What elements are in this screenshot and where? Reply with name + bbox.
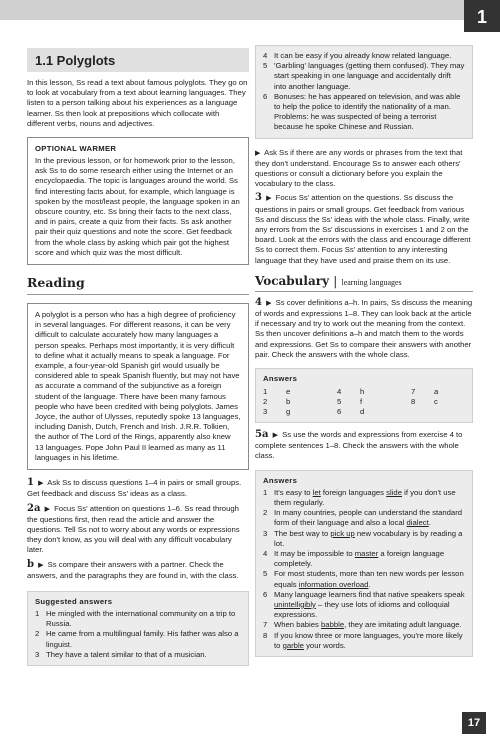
list-item: 2 In many countries, people can understand the standard form of their language and also a local dialect. xyxy=(263,508,463,528)
list-item: 3 The best way to pick up new vocabulary is by reading a lot. xyxy=(263,528,463,548)
table-row: 2 b 5 f 8 c xyxy=(263,397,438,407)
exercise-text: Ss compare their answers with a partner. Check the answers, and the paragraphs they are found in, with the class. xyxy=(27,559,239,580)
exercise-number: 1 xyxy=(27,477,34,489)
section-divider xyxy=(255,291,473,292)
exercise-number: b xyxy=(27,558,34,570)
list-item: 1 He mingled with the international community on a trip to Russia. xyxy=(35,608,236,629)
exercise-number: 4 xyxy=(255,296,262,308)
exercise-text: Ss use the words and expressions from exercise 4 to complete sentences 1–8. Check the answers with the whole class. xyxy=(255,430,463,461)
exercise-3 xyxy=(255,193,473,265)
right-column xyxy=(255,45,473,657)
triangle-icon: ▶ xyxy=(255,149,261,157)
warmer-title: OPTIONAL WARMER xyxy=(35,144,117,154)
top-header-bar xyxy=(0,0,500,20)
answers-box-4 xyxy=(255,368,473,423)
exercise-b xyxy=(27,560,249,581)
answers-title: Answers xyxy=(263,374,298,384)
vocabulary-question-note: ▶ Ask Ss if there are any words or phrases from the text that they don't understand. Encourage Ss to answer each others' questions or consult a dictionary before you explain the vocabulary to the class. xyxy=(255,147,463,189)
triangle-icon: ▶ xyxy=(266,195,272,203)
lesson-intro: In this lesson, Ss read a text about famous polyglots. They go on to look at vocabulary from a text about learning languages. They listen to a person talking about his experiences as a language learner. Ss then look at prepositions which collocate with different verbs, nouns and adjectives. xyxy=(27,78,248,128)
list-item: 6 Bonuses: he has appeared on television, and was able to help the police to identify the nationality of a man. Problems: he was suspected of being a terrorist because he spoke Chinese and Russian. xyxy=(263,91,461,132)
triangle-icon: ▶ xyxy=(38,561,44,569)
table-row: 3 g 6 d xyxy=(263,407,365,417)
suggested-answers-box xyxy=(27,591,249,666)
list-item: 5 'Garbling' languages (getting them confused). They may start speaking in one language and accidentally drift into another language. xyxy=(263,61,465,91)
exercise-5a xyxy=(255,430,473,462)
exercise-text: Ss cover definitions a–h. In pairs, Ss discuss the meaning of words and expressions 1–8. They can look back at the article if necessary and try to work out the meaning from the context. Ss then uncover definitions a–h and match them to the words and expressions. Get Ss to compare their answers with another pair. Check the answers with the whole class. xyxy=(255,297,473,359)
triangle-icon: ▶ xyxy=(272,432,278,440)
triangle-icon: ▶ xyxy=(266,299,272,307)
table-row: 1 e 4 h 7 a xyxy=(263,387,439,397)
vocabulary-subheading: learning languages xyxy=(341,277,402,287)
exercise-number: 5a xyxy=(255,429,269,441)
list-item: 8 If you know three or more languages, you're more likely to garble your words. xyxy=(263,630,463,650)
warmer-text: In the previous lesson, or for homework prior to the lesson, ask Ss to do some research either using the Internet or an encyclopaedia. The topic is languages around the world. Ss find interesting facts about, for example, which language is spoken by the most/least people, the language spoken in an obscure country, etc. Ss bring their facts to the next class, and in pairs, create a quiz from their facts. Ss ask another pair their quiz questions and note the score. Get feedback from the whole class by asking which pair got the highest score and which quiz was the most difficult. xyxy=(35,156,240,257)
list-item: 4 It can be easy if you already know related language. xyxy=(263,51,452,60)
list-item: 2 He came from a multilingual family. His father was also a linguist. xyxy=(35,629,239,649)
section-divider xyxy=(27,294,249,295)
reading-heading: Reading xyxy=(27,275,85,291)
suggested-answers-title: Suggested answers xyxy=(35,596,113,606)
exercise-text: Ask Ss to discuss questions 1–4 in pairs or small groups. Get feedback and discuss Ss' ideas as a class. xyxy=(27,478,242,499)
list-item: 1 It's easy to let foreign languages slide if you don't use them regularly. xyxy=(263,487,456,507)
vocabulary-heading: Vocabulary | learning languages xyxy=(255,273,402,288)
reading-text: A polyglot is a person who has a high degree of proficiency in several languages. For different reasons, it can be very difficult to calculate accurately how many languages a person speaks. Perhaps most importantly, it is very difficult to define what it actually means to speak a language. For example, a four-year-old Spanish girl would usually be considered able to speak Spanish fluently, but may not have as accurate a command of the subjunctive as a foreign student of the language. There have been many famous people who have been credited with being polyglots. James Joyce, the author of Ulysses, reputedly spoke 13 languages, including Danish, Dutch, French and Irish. J.R.R. Tolkien, the author of The Lord of the Rings, apparently also knew 13 languages. Pope John Paul II learned as many as 11 languages in his lifetime. xyxy=(35,310,241,462)
list-item: 5 For most students, more than ten new words per lesson equals information overload. xyxy=(263,569,464,589)
list-item: 4 It may be impossible to master a foreign language completely. xyxy=(263,548,445,569)
list-item: 3 They have a talent similar to that of a musician. xyxy=(35,649,207,659)
answers-box-5a xyxy=(255,470,473,657)
page-number: 17 xyxy=(462,712,486,734)
suggested-answers-list xyxy=(35,609,241,660)
triangle-icon: ▶ xyxy=(38,480,44,488)
exercise-number: 3 xyxy=(255,192,262,204)
triangle-icon: ▶ xyxy=(44,505,50,513)
answers-title: Answers xyxy=(263,475,298,485)
list-item: 6 Many language learners find that native speakers speak unintelligibly – they use lots of idioms and colloquial expressions. xyxy=(263,589,465,620)
exercise-2a xyxy=(27,504,249,556)
exercise-4 xyxy=(255,298,473,360)
unit-number-tab: 1 xyxy=(464,0,500,32)
lesson-title: 1.1 Polyglots xyxy=(27,48,249,72)
left-column xyxy=(27,48,249,666)
list-item: 7 When babies babble, they are imitating adult language. xyxy=(263,620,462,630)
answers-table xyxy=(263,387,457,417)
exercise-number: 2a xyxy=(27,502,41,514)
warmer-box xyxy=(27,137,249,265)
answers-list xyxy=(263,488,465,651)
exercise-1 xyxy=(27,478,249,499)
exercise-text: Focus Ss' attention on the questions. Ss discuss the questions in pairs or small groups. Get feedback from various Ss and discuss the Ss' ideas with the whole class. Finally, write any errors from the Ss' discussions in exercises 1 and 2 on the board. Look at the errors with the class and encourage different Ss to correct them. Focus Ss' attention to any interesting language that they have used and praise them on its use. xyxy=(255,193,471,265)
suggested-answers-continued xyxy=(255,45,473,139)
reading-text-box xyxy=(27,303,249,470)
exercise-text: Focus Ss' attention on questions 1–6. Ss read through the questions first, then read the article and answer the questions. Tell Ss not to worry about any words or expressions they don't know, as you will deal with any difficult vocabulary later. xyxy=(27,503,240,555)
